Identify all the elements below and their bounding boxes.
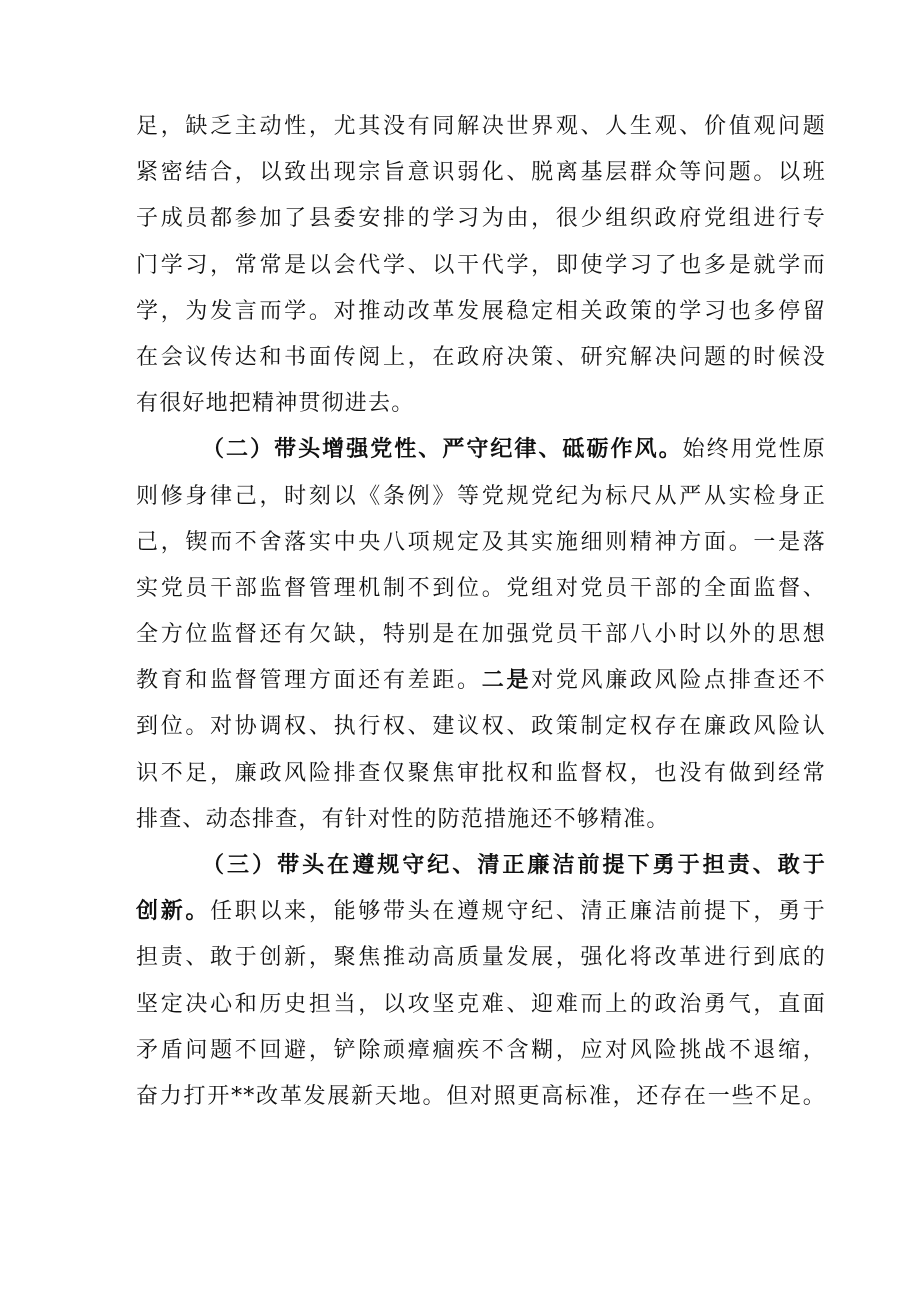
body-text: 到位。对协调权、执行权、建议权、政策制定权存在廉政风险认	[136, 714, 826, 740]
bold-text: 创新。	[136, 899, 211, 925]
body-text: 奋力打开**改革发展新天地。但对照更高标准，还存在一些不足。	[136, 1083, 826, 1109]
body-text: 紧密结合，以致出现宗旨意识弱化、脱离基层群众等问题。以班	[136, 160, 826, 186]
text-line	[136, 751, 826, 797]
text-line	[136, 843, 826, 889]
body-text: 担责、敢于创新，聚焦推动高质量发展，强化将改革进行到底的	[136, 945, 826, 971]
body-text: 排查、动态排查，有针对性的防范措施还不够精准。	[136, 806, 670, 832]
bold-text: 二是	[481, 668, 532, 694]
text-line	[136, 474, 826, 520]
text-line	[136, 982, 826, 1028]
body-text: 己，锲而不舍落实中央八项规定及其实施细则精神方面。一是落	[136, 529, 826, 555]
body-text: 全方位监督还有欠缺，特别是在加强党员干部八小时以外的思想	[136, 622, 826, 648]
paragraph	[136, 104, 826, 427]
body-text: 任职以来，能够带头在遵规守纪、清正廉洁前提下，勇于	[210, 899, 826, 925]
text-line	[136, 658, 826, 704]
text-line	[136, 243, 826, 289]
text-line	[136, 520, 826, 566]
text-line	[136, 612, 826, 658]
bold-text: （三）带头在遵规守纪、清正廉洁前提下勇于担责、敢于	[202, 853, 826, 878]
text-line	[136, 289, 826, 335]
text-line	[136, 1028, 826, 1074]
body-text: 足，缺乏主动性，尤其没有同解决世界观、人生观、价值观问题	[136, 114, 826, 139]
body-text: 对党风廉政风险点排查还不	[531, 668, 826, 694]
body-text: 坚定决心和历史担当，以攻坚克难、迎难而上的政治勇气，直面	[136, 991, 826, 1017]
bold-text: （二）带头增强党性、严守纪律、砥砺作风。	[202, 437, 683, 463]
body-text: 学，为发言而学。对推动改革发展稳定相关政策的学习也多停留	[136, 298, 826, 324]
text-line	[136, 566, 826, 612]
text-line	[136, 335, 826, 381]
body-text: 子成员都参加了县委安排的学习为由，很少组织政府党组进行专	[136, 206, 826, 232]
body-text: 实党员干部监督管理机制不到位。党组对党员干部的全面监督、	[136, 575, 826, 601]
body-text: 在会议传达和书面传阅上，在政府决策、研究解决问题的时候没	[136, 344, 826, 370]
body-text: 矛盾问题不回避，铲除顽瘴痼疾不含糊，应对风险挑战不退缩，	[136, 1037, 826, 1063]
body-text: 则修身律己，时刻以《条例》等党规党纪为标尺从严从实检身正	[136, 483, 826, 509]
body-text: 有很好地把精神贯彻进去。	[136, 391, 415, 417]
body-text: 识不足，廉政风险排查仅聚焦审批权和监督权，也没有做到经常	[136, 760, 826, 786]
paragraph	[136, 427, 826, 843]
text-line	[136, 797, 826, 843]
body-text: 始终用党性原	[682, 437, 826, 463]
text-line	[136, 150, 826, 196]
text-line	[136, 889, 826, 935]
text-line	[136, 104, 826, 150]
body-text: 门学习，常常是以会代学、以干代学，即使学习了也多是就学而	[136, 252, 826, 278]
text-line	[136, 427, 826, 473]
document-body	[136, 104, 826, 1120]
text-line	[136, 1074, 826, 1120]
text-line	[136, 381, 826, 427]
text-line	[136, 935, 826, 981]
paragraph	[136, 843, 826, 1120]
body-text: 教育和监督管理方面还有差距。	[136, 668, 482, 694]
text-line	[136, 704, 826, 750]
text-line	[136, 196, 826, 242]
